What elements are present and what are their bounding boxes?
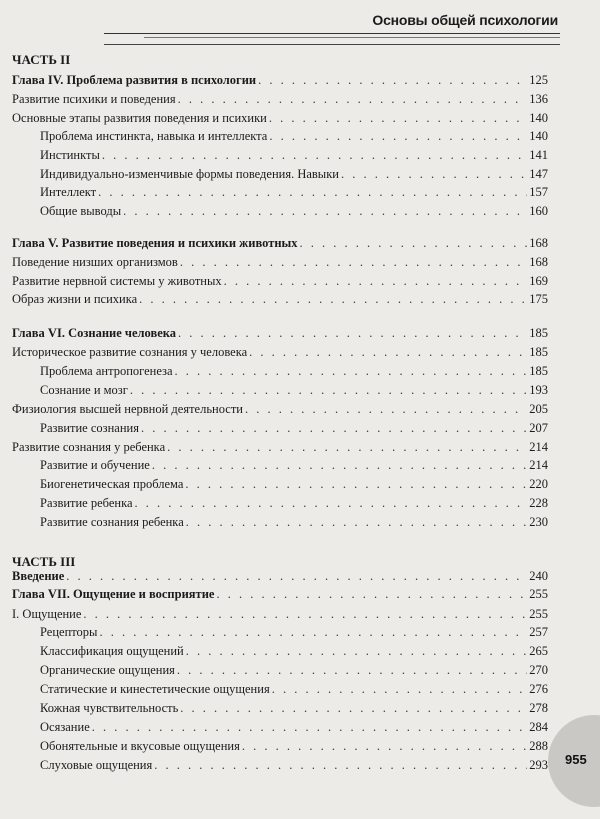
toc-entry — [40, 382, 548, 398]
toc-entry-page: 288 — [529, 739, 548, 753]
toc-entry-page: 140 — [529, 129, 548, 143]
toc-entry-page: 220 — [529, 477, 548, 491]
toc-entry-page: 214 — [529, 440, 548, 454]
dot-leader — [83, 606, 527, 622]
toc-entry-title: Интеллект — [40, 185, 97, 199]
toc-entry-page: 147 — [529, 167, 548, 181]
toc-entry — [12, 72, 548, 88]
toc-entry-page: 278 — [529, 701, 548, 715]
toc-entry — [12, 91, 548, 107]
toc-entry-title: Инстинкты — [40, 148, 100, 162]
toc-entry-title: Классификация ощущений — [40, 644, 184, 658]
toc-entry-title: Глава IV. Проблема развития в психологии — [12, 73, 257, 87]
dot-leader — [242, 738, 527, 754]
dot-leader — [152, 457, 527, 473]
dot-leader — [180, 254, 527, 270]
toc-entry-title: Органические ощущения — [40, 663, 175, 677]
toc-entry-title: Развитие сознания ребенка — [40, 515, 184, 529]
dot-leader — [130, 382, 527, 398]
toc-entry-title: Развитие сознания у ребенка — [12, 440, 166, 454]
part-heading: ЧАСТЬ II — [12, 52, 71, 67]
toc-entry-page: 205 — [529, 402, 548, 416]
toc-entry-title: Развитие психики и поведения — [12, 92, 176, 106]
dot-leader — [139, 291, 527, 307]
dot-leader — [135, 495, 528, 511]
toc-entry-title: Развитие ребенка — [40, 496, 133, 510]
dot-leader — [66, 568, 527, 584]
dot-leader — [258, 72, 527, 88]
toc-entry-title: Глава V. Развитие поведения и психики животных — [12, 236, 298, 250]
dot-leader — [98, 184, 527, 200]
toc-entry — [40, 128, 548, 144]
toc-entry — [40, 184, 548, 200]
toc-entry — [40, 624, 548, 640]
toc-entry-title: Историческое развитие сознания у человека — [12, 345, 248, 359]
dot-leader — [180, 700, 527, 716]
toc-entry — [12, 273, 548, 289]
dot-leader — [99, 624, 527, 640]
dot-leader — [177, 662, 527, 678]
toc-entry — [12, 586, 548, 602]
dot-leader — [186, 643, 528, 659]
dot-leader — [185, 476, 527, 492]
toc-entry-title: Поведение низших организмов — [12, 255, 178, 269]
toc-entry — [12, 568, 548, 584]
dot-leader — [341, 166, 527, 182]
header-rule — [104, 33, 560, 45]
dot-leader — [249, 344, 527, 360]
toc-entry-title: Слуховые ощущения — [40, 758, 153, 772]
page-number: 955 — [565, 752, 587, 767]
toc-entry-page: 240 — [529, 569, 548, 583]
toc-entry-page: 168 — [529, 236, 548, 250]
dot-leader — [154, 757, 527, 773]
toc-entry-title: Развитие сознания — [40, 421, 139, 435]
toc-entry-title: Осязание — [40, 720, 90, 734]
toc-entry — [12, 401, 548, 417]
toc-entry-page: 255 — [529, 607, 548, 621]
toc-entry-title: Глава VI. Сознание человека — [12, 326, 177, 340]
toc-entry — [40, 420, 548, 436]
toc-entry — [40, 166, 548, 182]
dot-leader — [178, 91, 528, 107]
toc-entry — [12, 110, 548, 126]
toc-entry-title: Индивидуально-изменчивые формы поведения. Навыки — [40, 167, 339, 181]
toc-entry — [40, 476, 548, 492]
toc-entry — [40, 147, 548, 163]
toc-entry-page: 157 — [529, 185, 548, 199]
dot-leader — [123, 203, 527, 219]
toc-entry — [40, 738, 548, 754]
toc-entry-title: Проблема антропогенеза — [40, 364, 173, 378]
toc-entry — [40, 719, 548, 735]
toc-entry — [40, 662, 548, 678]
toc-entry-page: 270 — [529, 663, 548, 677]
toc-entry-page: 276 — [529, 682, 548, 696]
toc-entry-title: Основные этапы развития поведения и психики — [12, 111, 267, 125]
toc-entry-page: 293 — [529, 758, 548, 772]
toc-entry-page: 284 — [529, 720, 548, 734]
toc-entry-page: 185 — [529, 364, 548, 378]
toc-entry-page: 257 — [529, 625, 548, 639]
toc-entry-title: Развитие и обучение — [40, 458, 150, 472]
toc-entry-title: Сознание и мозг — [40, 383, 128, 397]
toc-entry — [40, 495, 548, 511]
toc-entry-page: 207 — [529, 421, 548, 435]
dot-leader — [92, 719, 528, 735]
toc-entry — [40, 363, 548, 379]
dot-leader — [186, 514, 528, 530]
toc-entry-page: 193 — [529, 383, 548, 397]
toc-entry-title: Физиология высшей нервной деятельности — [12, 402, 243, 416]
toc-entry-title: Кожная чувствительность — [40, 701, 179, 715]
part-heading: ЧАСТЬ III — [12, 554, 76, 569]
toc-entry-title: Биогенетическая проблема — [40, 477, 184, 491]
toc-entry — [12, 254, 548, 270]
toc-entry-title: Глава VII. Ощущение и восприятие — [12, 587, 215, 601]
dot-leader — [300, 235, 528, 251]
toc-entry-title: Образ жизни и психика — [12, 292, 138, 306]
toc-entry — [40, 514, 548, 530]
dot-leader — [167, 439, 527, 455]
toc-entry-page: 169 — [529, 274, 548, 288]
toc-entry-page: 185 — [529, 345, 548, 359]
toc-entry — [40, 757, 548, 773]
toc-entry-title: Рецепторы — [40, 625, 98, 639]
toc-entry-title: Развитие нервной системы у животных — [12, 274, 222, 288]
toc-entry — [12, 235, 548, 251]
toc-entry-page: 168 — [529, 255, 548, 269]
dot-leader — [269, 128, 527, 144]
dot-leader — [102, 147, 527, 163]
toc-entry-title: Общие выводы — [40, 204, 122, 218]
toc-entry-page: 141 — [529, 148, 548, 162]
dot-leader — [216, 586, 527, 602]
dot-leader — [269, 110, 527, 126]
toc-entry — [12, 439, 548, 455]
toc-entry — [40, 457, 548, 473]
toc-entry-title: Обонятельные и вкусовые ощущения — [40, 739, 240, 753]
toc-entry-page: 140 — [529, 111, 548, 125]
dot-leader — [141, 420, 527, 436]
toc-entry-title: Введение — [12, 569, 65, 583]
dot-leader — [272, 681, 528, 697]
toc-entry-page: 125 — [529, 73, 548, 87]
toc-entry-page: 255 — [529, 587, 548, 601]
toc-entry-title: Проблема инстинкта, навыка и интеллекта — [40, 129, 268, 143]
toc-entry-page: 175 — [529, 292, 548, 306]
dot-leader — [224, 273, 528, 289]
toc-entry-page: 160 — [529, 204, 548, 218]
toc-entry-title: Статические и кинестетические ощущения — [40, 682, 270, 696]
toc-entry-title: I. Ощущение — [12, 607, 82, 621]
toc-entry-page: 214 — [529, 458, 548, 472]
toc-entry-page: 265 — [529, 644, 548, 658]
toc-entry-page: 228 — [529, 496, 548, 510]
toc-entry — [12, 291, 548, 307]
dot-leader — [178, 325, 527, 341]
toc-entry — [40, 700, 548, 716]
toc-entry — [40, 203, 548, 219]
toc-entry — [12, 606, 548, 622]
toc-entry — [12, 344, 548, 360]
toc-entry — [40, 643, 548, 659]
toc-entry — [40, 681, 548, 697]
dot-leader — [175, 363, 528, 379]
running-header-title: Основы общей психологии — [372, 12, 558, 28]
dot-leader — [245, 401, 527, 417]
toc-entry-page: 230 — [529, 515, 548, 529]
toc-entry-page: 136 — [529, 92, 548, 106]
toc-entry-page: 185 — [529, 326, 548, 340]
toc-entry — [12, 325, 548, 341]
